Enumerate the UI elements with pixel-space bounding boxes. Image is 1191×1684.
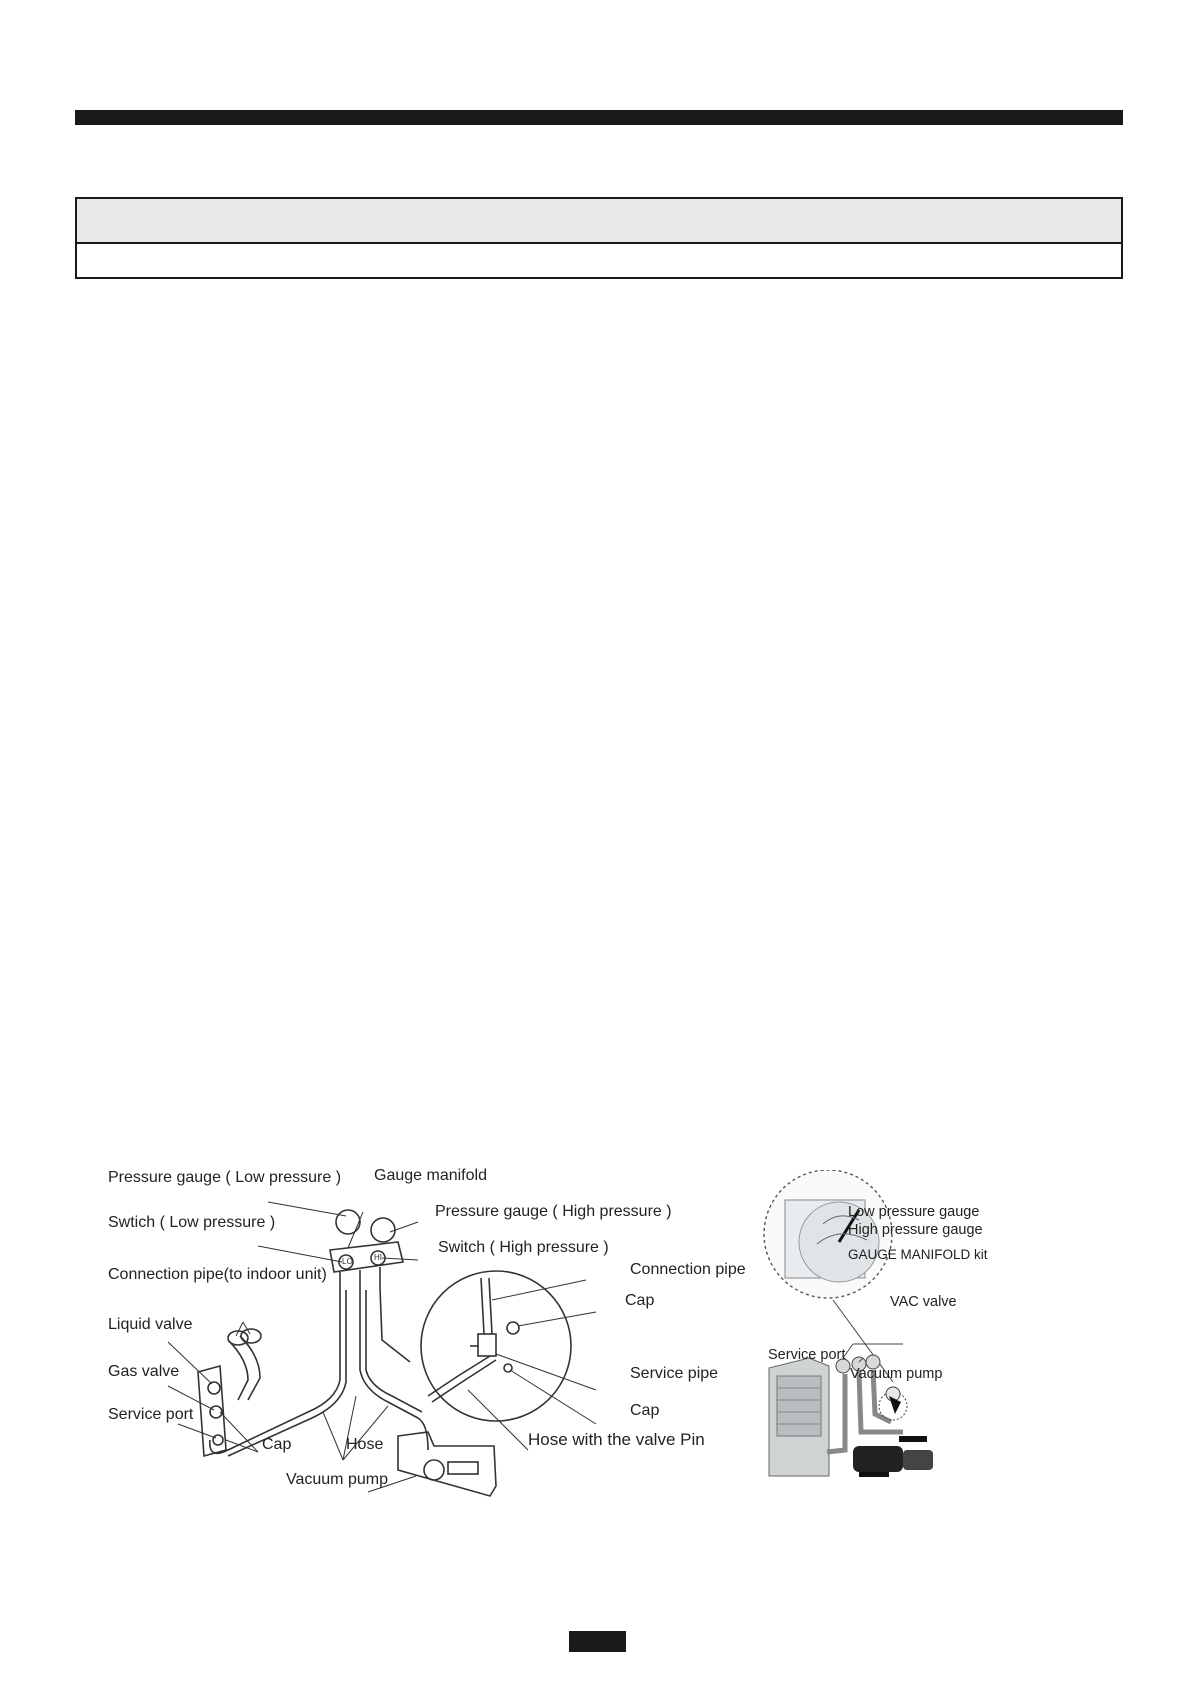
label-switch-high: Switch ( High pressure ) — [438, 1239, 609, 1256]
gauge-manifold-kit-photo — [763, 1170, 1063, 1490]
high-pressure-gauge-drawing — [371, 1218, 395, 1242]
label-photo-service-port: Service port — [768, 1347, 846, 1363]
label-cap-left: Cap — [262, 1436, 292, 1453]
label-gauge-manifold-kit: GAUGE MANIFOLD kit — [848, 1247, 988, 1262]
gauge-lo-text: LO — [342, 1257, 353, 1266]
label-pressure-gauge-high: Pressure gauge ( High pressure ) — [435, 1203, 672, 1220]
label-gauge-manifold: Gauge manifold — [374, 1167, 487, 1184]
label-vacuum-pump: Vacuum pump — [286, 1471, 388, 1488]
label-cap-bottom: Cap — [630, 1402, 660, 1419]
label-switch-low: Swtich ( Low pressure ) — [108, 1214, 276, 1231]
info-table-body-row — [77, 244, 1121, 277]
label-hose: Hose — [346, 1436, 384, 1453]
label-liquid-valve: Liquid valve — [108, 1316, 193, 1333]
label-service-pipe: Service pipe — [630, 1365, 719, 1382]
label-hose-with-valve-pin: Hose with the valve Pin — [528, 1430, 705, 1449]
label-photo-vacuum-pump: Vacuum pump — [850, 1366, 943, 1382]
page-number-box — [569, 1631, 626, 1652]
label-connection-pipe: Connection pipe — [630, 1261, 746, 1278]
vacuum-connection-diagram — [98, 1150, 758, 1510]
vacuum-pump-drawing — [398, 1432, 496, 1496]
label-service-port: Service port — [108, 1406, 194, 1423]
label-high-pressure-gauge: High pressure gauge — [848, 1222, 983, 1238]
gauge-hi-text: HI — [374, 1253, 382, 1262]
header-rule — [75, 110, 1123, 125]
info-table — [75, 197, 1123, 279]
label-cap-top: Cap — [625, 1292, 655, 1309]
low-pressure-gauge-drawing — [336, 1210, 360, 1234]
label-pressure-gauge-low: Pressure gauge ( Low pressure ) — [108, 1169, 342, 1186]
label-connection-pipe-indoor: Connection pipe(to indoor unit) — [108, 1266, 327, 1283]
label-vac-valve: VAC valve — [890, 1294, 957, 1310]
hose-1-drawing — [210, 1290, 340, 1453]
label-low-pressure-gauge: Low pressure gauge — [848, 1204, 980, 1220]
label-gas-valve: Gas valve — [108, 1363, 180, 1380]
info-table-header-row — [77, 199, 1121, 244]
